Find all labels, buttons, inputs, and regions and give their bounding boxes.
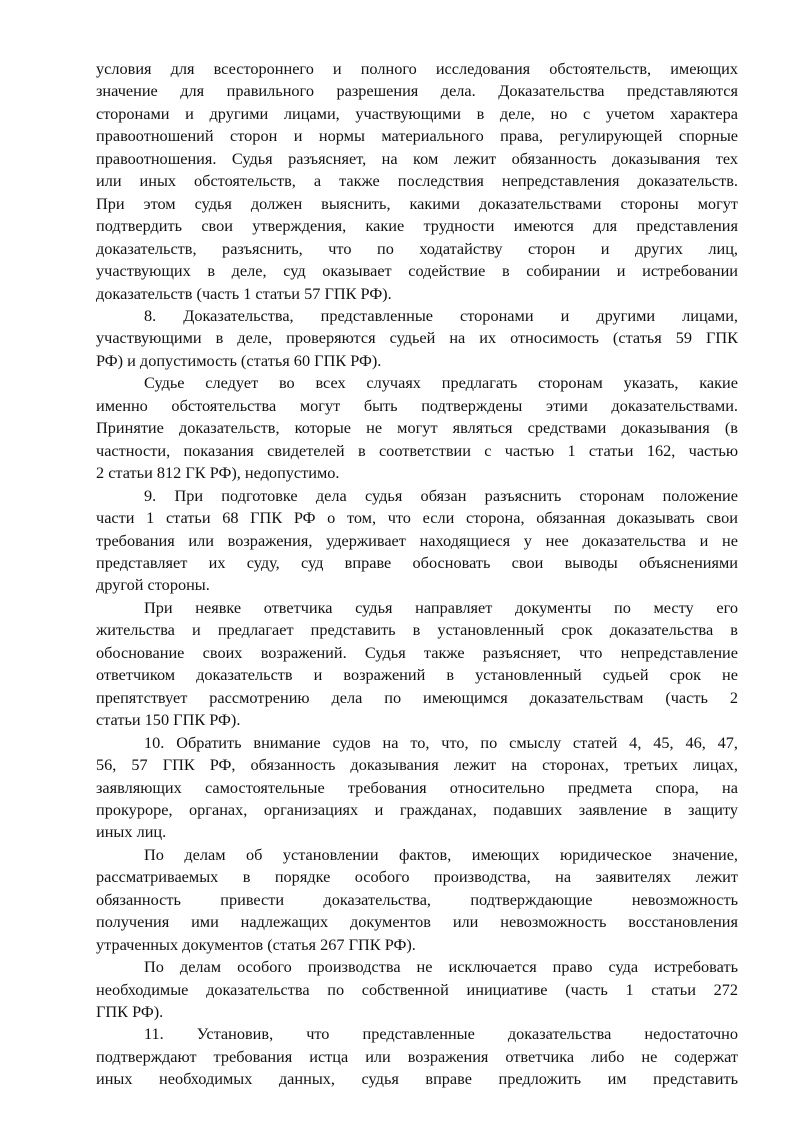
paragraph (96, 956, 738, 1023)
text-line: Судье следует во всех случаях предлагать сторонам указать, какие (144, 373, 738, 393)
text-line: иных необходимых данных, судья вправе предложить им представить (96, 1069, 738, 1089)
text-line: Принятие доказательств, которые не могут являться средствами доказывания (в (96, 418, 738, 438)
text-line: ГПК РФ). (96, 1002, 164, 1022)
text-line: участвующих в деле, суд оказывает содействие в собирании и истребовании (96, 261, 738, 281)
text-line: условия для всестороннего и полного исследования обстоятельств, имеющих (96, 59, 738, 78)
text-line: требования или возражения, удерживает находящиеся у нее доказательства и не (96, 530, 738, 550)
text-line: именно обстоятельства могут быть подтверждены этими доказательствами. (96, 395, 738, 415)
paragraph (96, 844, 738, 956)
text-line: обязанность привести доказательства, подтверждающие невозможность (96, 889, 738, 909)
text-line: препятствует рассмотрению дела по имеющимся доказательствам (часть 2 (96, 687, 738, 707)
text-line: частности, показания свидетелей в соответствии с частью 1 статьи 162, частью (96, 440, 738, 460)
paragraph (96, 597, 738, 732)
text-line: 8. Доказательства, представленные сторонами и другими лицами, (144, 305, 738, 325)
paragraph (96, 372, 738, 484)
text-line: ответчиком доказательств и возражений в установленный судьей срок не (96, 665, 738, 685)
paragraph (96, 1023, 738, 1090)
text-line: прокуроре, органах, организациях и гражданах, подавших заявление в защиту (96, 799, 738, 819)
text-line: РФ) и допустимость (статья 60 ГПК РФ). (96, 350, 382, 370)
text-line: правоотношения. Судья разъясняет, на ком лежит обязанность доказывания тех (96, 148, 738, 168)
paragraph (96, 58, 738, 305)
text-line: части 1 статьи 68 ГПК РФ о том, что если сторона, обязанная доказывать свои (96, 508, 738, 528)
paragraph (96, 485, 738, 597)
text-line: обоснование своих возражений. Судья также разъясняет, что непредставление (96, 642, 738, 662)
text-line: утраченных документов (статья 267 ГПК РФ). (96, 934, 416, 954)
text-line: другой стороны. (96, 575, 210, 595)
text-line: жительства и предлагает представить в установленный срок доказательства в (96, 620, 738, 640)
text-line: При этом судья должен выяснить, какими доказательствами стороны могут (96, 193, 738, 213)
text-line: иных лиц. (96, 822, 167, 842)
text-line: участвующими в деле, проверяются судьей на их относимость (статья 59 ГПК (96, 328, 738, 348)
paragraph (96, 305, 738, 372)
paragraph (96, 732, 738, 844)
text-line: 2 статьи 812 ГК РФ), недопустимо. (96, 463, 340, 483)
text-line: правоотношений сторон и нормы материального права, регулирующей спорные (96, 126, 738, 146)
text-line: По делам об установлении фактов, имеющих юридическое значение, (144, 844, 738, 864)
text-line: статьи 150 ГПК РФ). (96, 710, 241, 730)
text-line: доказательств, разъяснить, что по ходатайству сторон и других лиц, (96, 238, 738, 258)
text-line: или иных обстоятельств, а также последствия непредставления доказательств. (96, 171, 738, 191)
text-line: 9. При подготовке дела судья обязан разъяснить сторонам положение (144, 485, 738, 505)
text-line: подтверждают требования истца или возражения ответчика либо не содержат (96, 1046, 738, 1066)
text-line: получения ими надлежащих документов или невозможность восстановления (96, 912, 738, 932)
text-line: 56, 57 ГПК РФ, обязанность доказывания лежит на сторонах, третьих лицах, (96, 755, 738, 775)
text-line: сторонами и другими лицами, участвующими в деле, но с учетом характера (96, 103, 738, 123)
text-line: значение для правильного разрешения дела. Доказательства представляются (96, 81, 738, 101)
text-line: рассматриваемых в порядке особого производства, на заявителях лежит (96, 867, 738, 887)
text-line: При неявке ответчика судья направляет документы по месту его (144, 597, 738, 617)
text-line: представляет их суду, суд вправе обосновать свои выводы объяснениями (96, 552, 738, 572)
text-line: заявляющих самостоятельные требования относительно предмета спора, на (96, 777, 738, 797)
text-line: 11. Установив, что представленные доказательства недостаточно (144, 1024, 738, 1044)
text-line: подтвердить свои утверждения, какие трудности имеются для представления (96, 216, 738, 236)
text-line: По делам особого производства не исключается право суда истребовать (144, 957, 738, 977)
text-line: 10. Обратить внимание судов на то, что, по смыслу статей 4, 45, 46, 47, (144, 732, 738, 752)
text-line: необходимые доказательства по собственной инициативе (часть 1 статьи 272 (96, 979, 738, 999)
text-line: доказательств (часть 1 статьи 57 ГПК РФ). (96, 283, 392, 303)
document-body (96, 58, 738, 1091)
